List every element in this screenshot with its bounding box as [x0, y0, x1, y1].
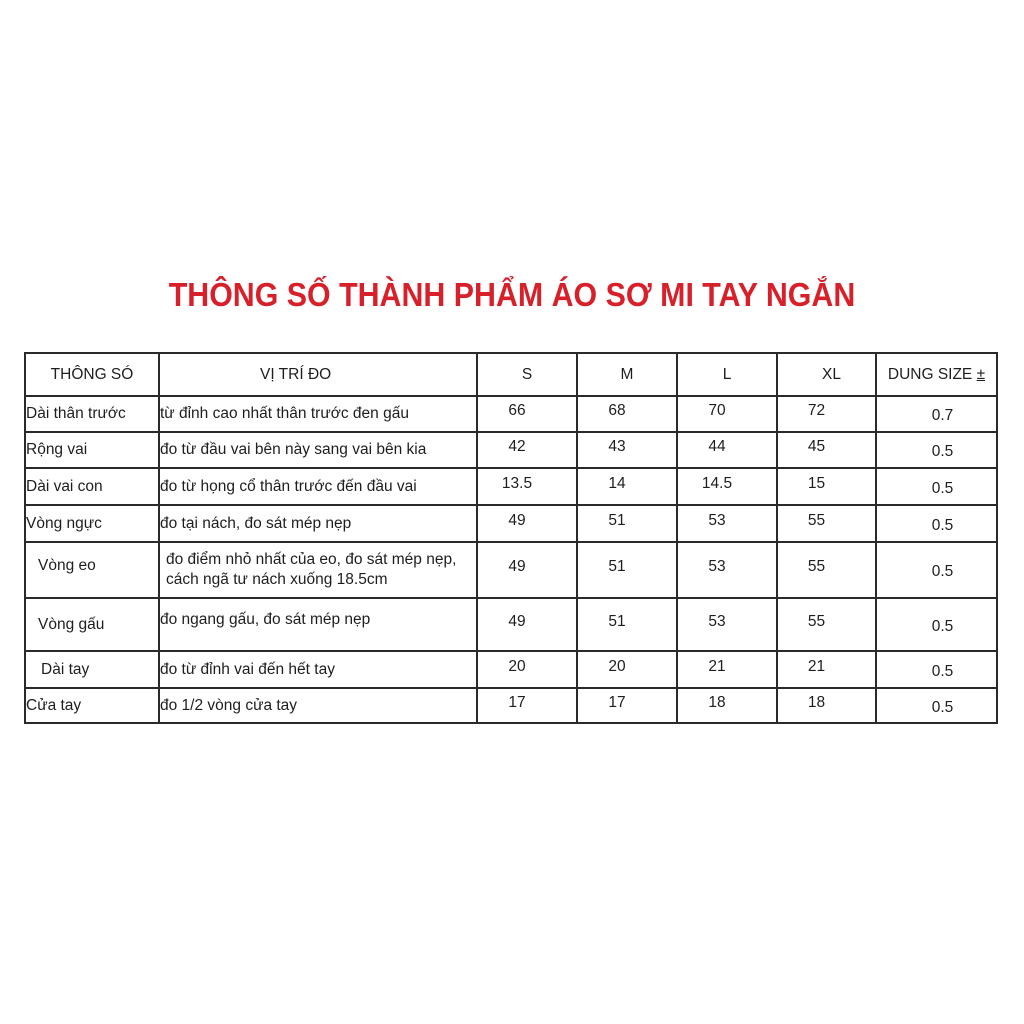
row-value-l: 70 — [677, 396, 777, 432]
row-value-l: 53 — [677, 598, 777, 651]
row-tolerance: 0.5 — [876, 432, 997, 468]
table-row — [25, 396, 997, 432]
table-row — [25, 468, 997, 505]
row-value-xl: 72 — [777, 396, 876, 432]
row-value-l: 18 — [677, 688, 777, 723]
row-value-xl: 45 — [777, 432, 876, 468]
row-spec-name: Cửa tay — [25, 688, 159, 723]
row-value-l: 53 — [677, 505, 777, 542]
header-size-xl: XL — [777, 353, 876, 396]
row-tolerance: 0.5 — [876, 651, 997, 688]
row-value-xl: 55 — [777, 542, 876, 598]
row-tolerance: 0.5 — [876, 598, 997, 651]
row-spec-name: Dài tay — [25, 651, 159, 688]
row-value-s: 49 — [477, 598, 577, 651]
table-row — [25, 505, 997, 542]
row-spec-name: Dài thân trước — [25, 396, 159, 432]
row-value-xl: 55 — [777, 505, 876, 542]
row-value-s: 49 — [477, 542, 577, 598]
row-value-l: 14.5 — [677, 468, 777, 505]
row-position: từ đỉnh cao nhất thân trước đen gấu — [159, 396, 477, 432]
row-spec-name: Dài vai con — [25, 468, 159, 505]
row-position: đo ngang gấu, đo sát mép nẹp — [159, 598, 477, 651]
header-tolerance-label: DUNG SIZE — [887, 365, 973, 383]
row-position: đo tại nách, đo sát mép nẹp — [159, 505, 477, 542]
table-row — [25, 688, 997, 723]
row-position: đo từ đầu vai bên này sang vai bên kia — [159, 432, 477, 468]
header-size-l: L — [677, 353, 777, 396]
row-tolerance: 0.5 — [876, 542, 997, 598]
table-header-row — [25, 353, 997, 396]
row-value-m: 43 — [577, 432, 677, 468]
row-value-xl: 18 — [777, 688, 876, 723]
header-size-m: M — [577, 353, 677, 396]
row-value-s: 17 — [477, 688, 577, 723]
row-tolerance: 0.5 — [876, 688, 997, 723]
row-value-s: 66 — [477, 396, 577, 432]
header-position: VỊ TRÍ ĐO — [159, 353, 477, 396]
size-spec-table — [24, 352, 998, 724]
row-value-l: 21 — [677, 651, 777, 688]
row-value-m: 14 — [577, 468, 677, 505]
row-position: đo 1/2 vòng cửa tay — [159, 688, 477, 723]
header-tolerance — [876, 353, 997, 396]
page-title: THÔNG SỐ THÀNH PHẨM ÁO SƠ MI TAY NGẮN — [168, 276, 856, 313]
row-value-m: 17 — [577, 688, 677, 723]
row-tolerance: 0.5 — [876, 505, 997, 542]
row-value-s: 42 — [477, 432, 577, 468]
row-value-xl: 15 — [777, 468, 876, 505]
table-row — [25, 598, 997, 651]
row-spec-name: Vòng ngực — [25, 505, 159, 542]
row-value-m: 68 — [577, 396, 677, 432]
row-position: đo từ đỉnh vai đến hết tay — [159, 651, 477, 688]
row-value-xl: 55 — [777, 598, 876, 651]
row-value-xl: 21 — [777, 651, 876, 688]
row-value-m: 51 — [577, 505, 677, 542]
row-value-s: 13.5 — [477, 468, 577, 505]
row-tolerance: 0.7 — [876, 396, 997, 432]
row-value-s: 49 — [477, 505, 577, 542]
row-spec-name: Vòng eo — [25, 542, 159, 598]
table-row — [25, 651, 997, 688]
table-row — [25, 542, 997, 598]
row-position: đo từ họng cổ thân trước đến đầu vai — [159, 468, 477, 505]
row-tolerance: 0.5 — [876, 468, 997, 505]
row-spec-name: Vòng gấu — [25, 598, 159, 651]
row-value-m: 20 — [577, 651, 677, 688]
row-value-l: 53 — [677, 542, 777, 598]
row-value-l: 44 — [677, 432, 777, 468]
row-value-m: 51 — [577, 542, 677, 598]
plus-minus-icon: ± — [976, 365, 986, 383]
row-value-s: 20 — [477, 651, 577, 688]
table-row — [25, 432, 997, 468]
row-value-m: 51 — [577, 598, 677, 651]
header-size-s: S — [477, 353, 577, 396]
header-spec: THÔNG SÓ — [25, 353, 159, 396]
row-spec-name: Rộng vai — [25, 432, 159, 468]
row-position: đo điểm nhỏ nhất của eo, đo sát mép nẹp, cách ngã tư nách xuống 18.5cm — [159, 542, 477, 598]
